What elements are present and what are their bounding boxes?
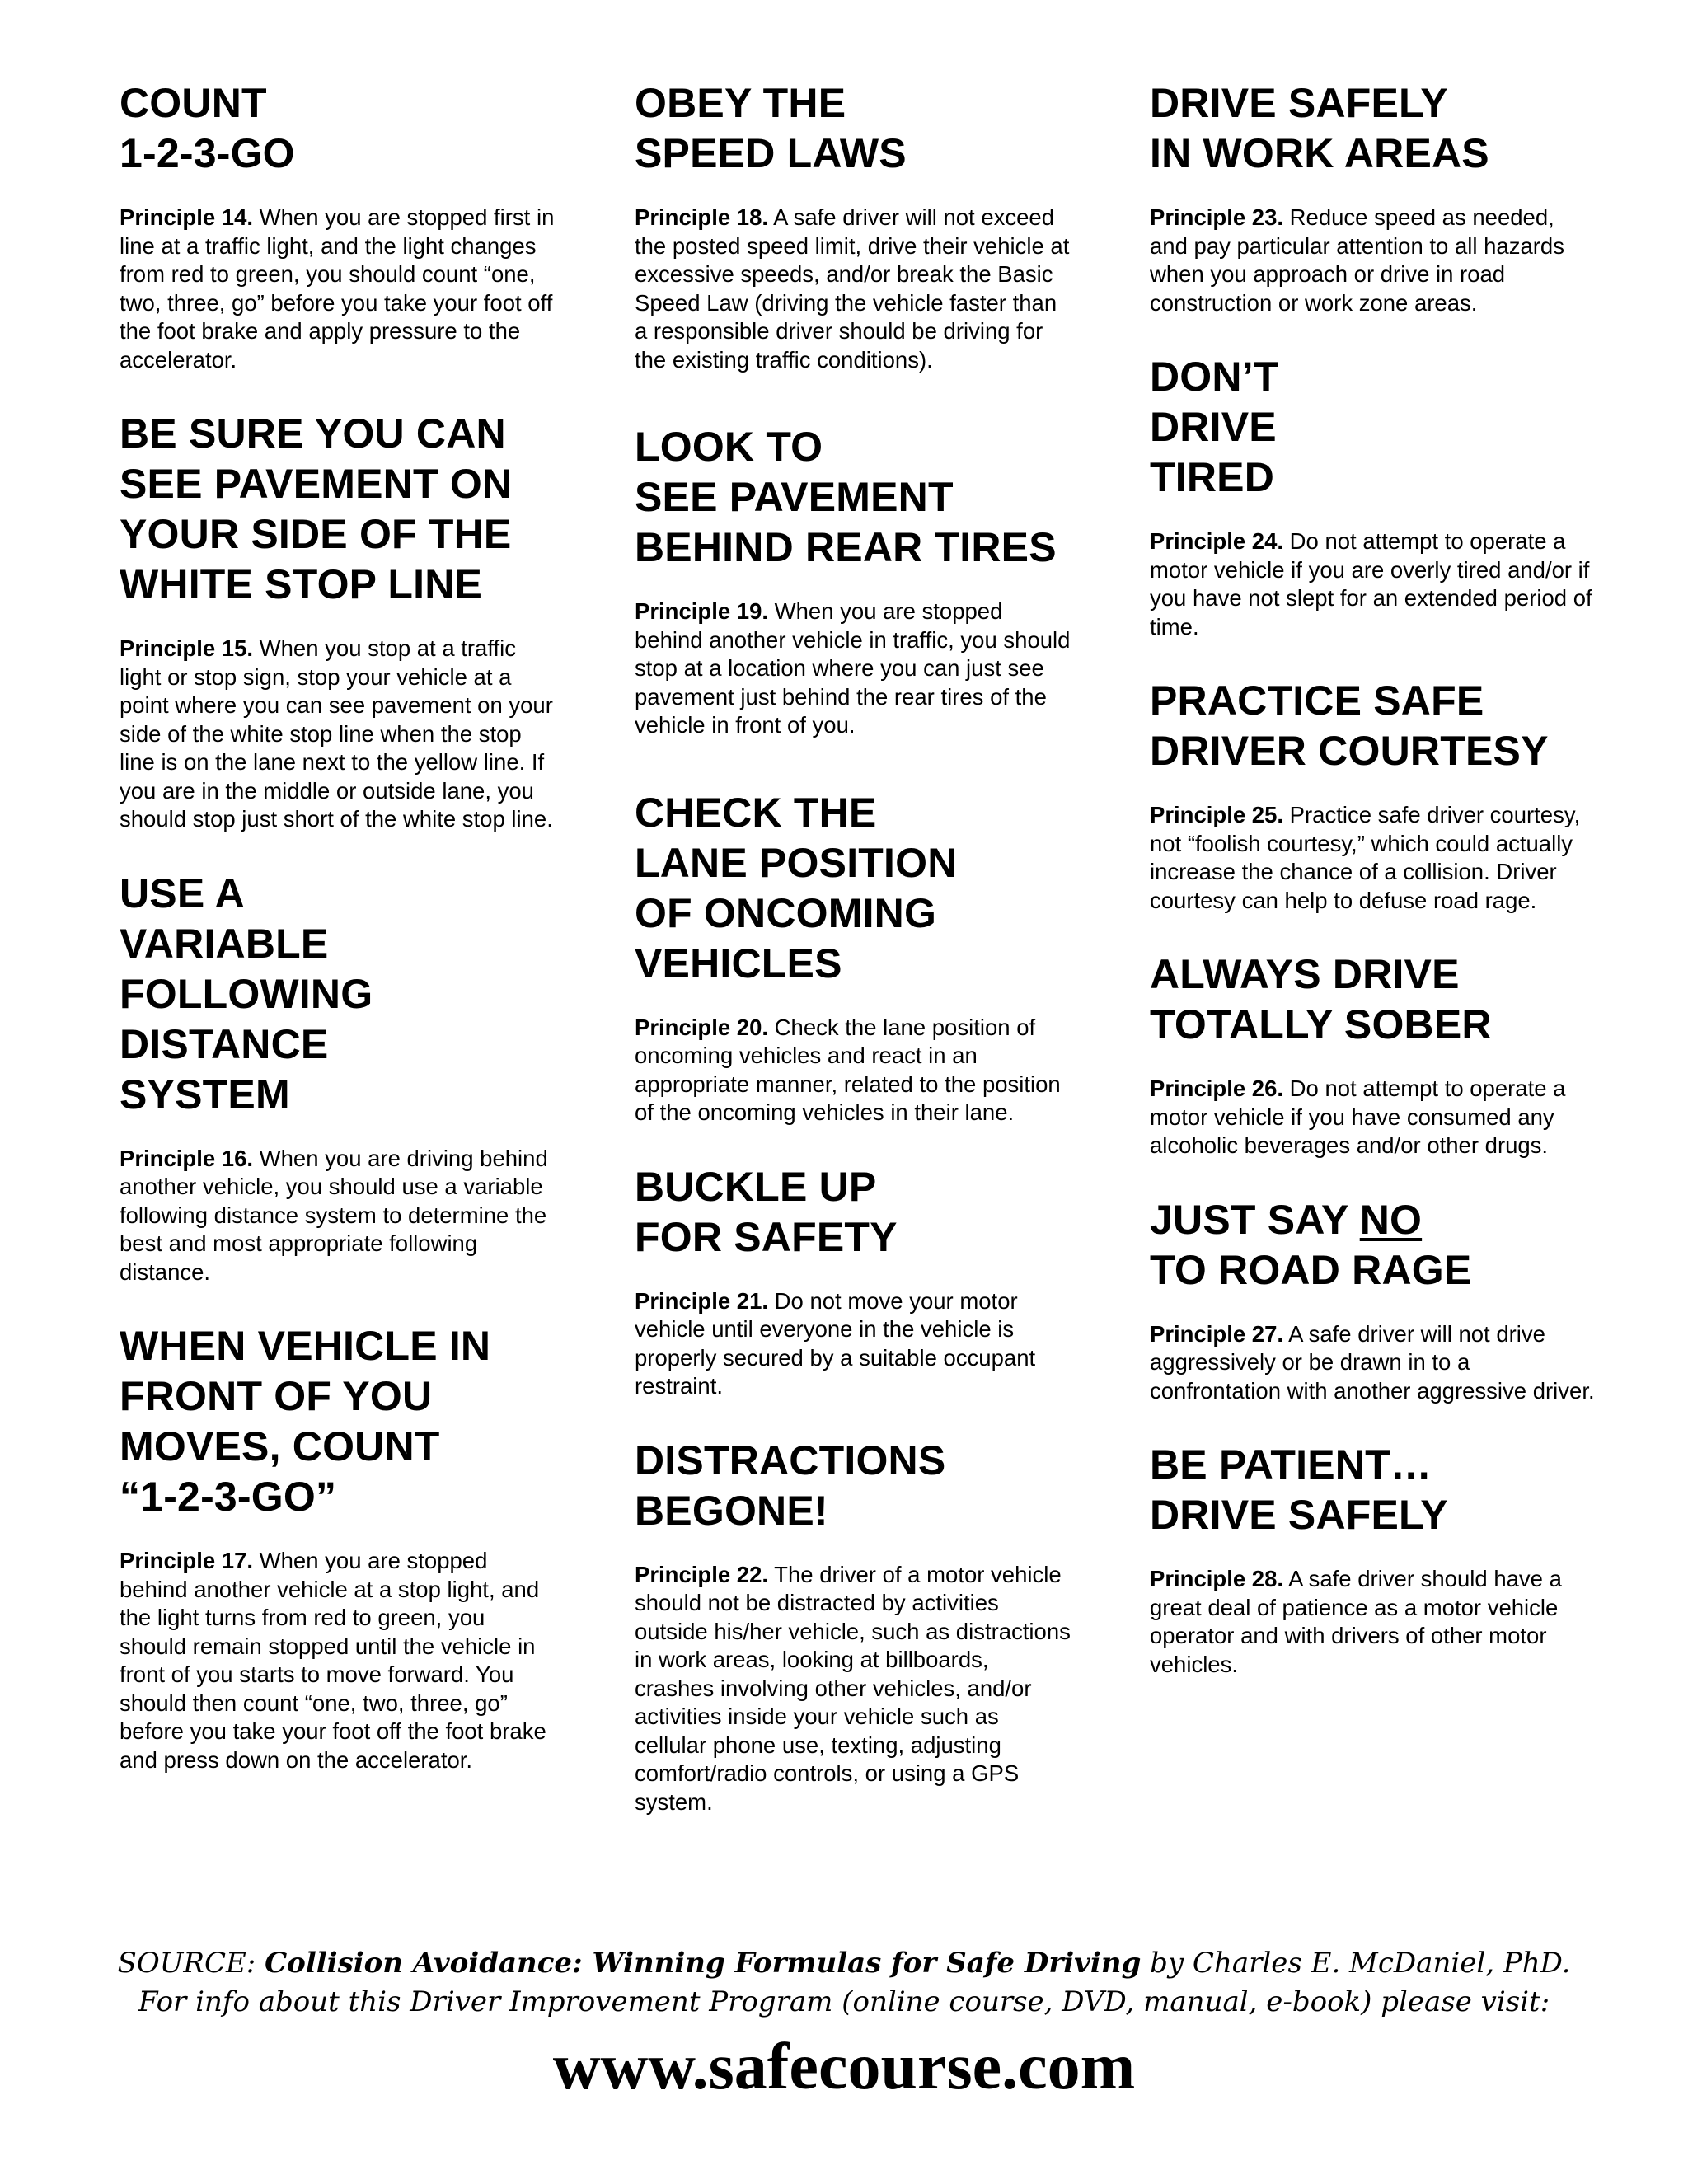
source-prefix: SOURCE:	[117, 1947, 265, 1980]
principle-body: When you stop at a traffic light or stop sign, stop your vehicle at a point where you can see pavement on your side of the white stop line when the stop line is on the lane next to the yellow line. If you are in the middle or outside lane, you should stop just short of the white stop line.	[120, 635, 553, 832]
principle-label: Principle 27.	[1150, 1320, 1284, 1347]
book-title: Collision Avoidance: Winning Formulas for Safe Driving	[265, 1947, 1142, 1980]
section-heading: DRIVE SAFELY IN WORK AREAS	[1150, 80, 1489, 176]
principle-body: Reduce speed as needed, and pay particular attention to all hazards when you approach or drive in road construction or work zone areas.	[1150, 204, 1564, 316]
principle-body: When you are stopped behind another vehicle at a stop light, and the light turns from red to green, you should remain stopped until the vehicle in front of you starts to move forward. You should then count “one, two, three, go” before you take your foot off the foot brake and press down on the accelerator.	[120, 1548, 546, 1773]
source-citation	[0, 1945, 1688, 1981]
principle-text	[1150, 1320, 1595, 1406]
principle-text	[1150, 1565, 1595, 1679]
principle-21-section	[635, 1162, 1071, 1401]
section-heading: CHECK THE LANE POSITION OF ONCOMING VEHICLES	[635, 789, 958, 987]
principle-label: Principle 25.	[1150, 802, 1284, 827]
principle-label: Principle 18.	[635, 204, 769, 230]
principle-text	[635, 598, 1071, 740]
column-2	[635, 78, 1071, 1816]
principle-body: When you are stopped first in line at a traffic light, and the light changes from red to green, you should count “one, two, three, go” before you take your foot off the foot brake and apply pressure to the accelerator.	[120, 204, 555, 373]
column-3	[1150, 78, 1595, 1679]
principle-body: Practice safe driver courtesy, not “foolish courtesy,” which could actually increase the chance of a collision. Driver courtesy can help to defuse road rage.	[1150, 802, 1581, 913]
principle-label: Principle 22.	[635, 1561, 769, 1587]
principle-24-section	[1150, 352, 1595, 641]
principle-text	[1150, 801, 1595, 915]
principle-16-section	[120, 869, 556, 1287]
section-heading: USE A VARIABLE FOLLOWING DISTANCE SYSTEM	[120, 869, 373, 1118]
principle-26-section	[1150, 949, 1595, 1160]
principle-label: Principle 17.	[120, 1548, 254, 1573]
principle-17-section	[120, 1321, 556, 1774]
principle-label: Principle 20.	[635, 1014, 769, 1040]
principle-text	[1150, 527, 1595, 641]
principle-body: Do not move your motor vehicle until everyone in the vehicle is properly secured by a suitable occupant restraint.	[635, 1287, 1036, 1399]
principle-body: A safe driver will not exceed the posted speed limit, drive their vehicle at excessive speeds, and/or break the Basic Speed Law (driving the vehicle faster than a responsible driver should be driving for the existing traffic conditions).	[635, 204, 1070, 373]
principle-text	[635, 204, 1071, 374]
section-heading: BE PATIENT… DRIVE SAFELY	[1150, 1441, 1448, 1538]
principle-body: A safe driver will not drive aggressively or be drawn in to a confrontation with another aggressive driver.	[1150, 1320, 1595, 1404]
principle-body: When you are driving behind another vehicle, you should use a variable following distance system to determine the best and most appropriate following distance.	[120, 1145, 548, 1285]
heading-part: JUST SAY	[1150, 1196, 1360, 1243]
section-heading: COUNT 1-2-3-GO	[120, 80, 295, 176]
principle-text	[635, 1014, 1071, 1127]
principle-label: Principle 15.	[120, 635, 254, 661]
section-heading: LOOK TO SEE PAVEMENT BEHIND REAR TIRES	[635, 424, 1057, 570]
principle-label: Principle 19.	[635, 598, 769, 624]
section-heading: PRACTICE SAFE DRIVER COURTESY	[1150, 677, 1549, 774]
principle-text	[120, 204, 556, 374]
principle-28-section	[1150, 1440, 1595, 1679]
principle-label: Principle 23.	[1150, 204, 1284, 230]
principle-body: Do not attempt to operate a motor vehicle if you have consumed any alcoholic beverages and/or other drugs.	[1150, 1076, 1566, 1158]
principle-label: Principle 28.	[1150, 1566, 1284, 1591]
principle-label: Principle 14.	[120, 204, 254, 230]
principle-15-section	[120, 409, 556, 834]
principle-label: Principle 16.	[120, 1145, 254, 1171]
principle-label: Principle 21.	[635, 1287, 769, 1314]
heading-part: TO ROAD RAGE	[1150, 1246, 1472, 1293]
heading-emphasis-no: NO	[1359, 1196, 1423, 1243]
principle-body: When you are stopped behind another vehicle in traffic, you should stop at a location where you can just see pavement just behind the rear tires of the vehicle in front of you.	[635, 598, 1071, 738]
section-heading: DON’T DRIVE TIRED	[1150, 354, 1279, 500]
column-1	[120, 78, 556, 1774]
section-heading	[1150, 1195, 1595, 1296]
principle-body: The driver of a motor vehicle should not be distracted by activities outside his/her vehicle, such as distractions in work areas, looking at billboards, crashes involving other vehicles, and/or activities inside your vehicle such as cellular phone use, texting, adjusting comfort/radio controls, or using a GPS system.	[635, 1561, 1071, 1815]
principle-body: Check the lane position of oncoming vehicles and react in an appropriate manner, related to the position of the oncoming vehicles in their lane.	[635, 1014, 1061, 1125]
principle-27-section	[1150, 1195, 1595, 1406]
principle-text	[635, 1561, 1071, 1817]
principle-25-section	[1150, 676, 1595, 915]
principle-14-section	[120, 78, 556, 374]
principle-20-section	[635, 788, 1071, 1127]
principle-23-section	[1150, 78, 1595, 317]
section-heading: OBEY THE SPEED LAWS	[635, 80, 907, 176]
info-line: For info about this Driver Improvement Program (online course, DVD, manual, e-book) please visit:	[138, 1985, 1550, 2018]
principle-19-section	[635, 422, 1071, 740]
book-author: by Charles E. McDaniel, PhD.	[1141, 1947, 1571, 1980]
principle-18-section	[635, 78, 1071, 374]
principle-body: A safe driver should have a great deal of patience as a motor vehicle operator and with drivers of other motor vehicles.	[1150, 1566, 1562, 1677]
principle-label: Principle 26.	[1150, 1076, 1284, 1101]
principle-body: Do not attempt to operate a motor vehicle if you are overly tired and/or if you have not slept for an extended period of time.	[1150, 528, 1592, 640]
section-heading: BE SURE YOU CAN SEE PAVEMENT ON YOUR SIDE OF THE WHITE STOP LINE	[120, 410, 513, 607]
section-heading: DISTRACTIONS BEGONE!	[635, 1436, 946, 1534]
principle-text	[635, 1287, 1071, 1401]
principle-text	[120, 635, 556, 834]
principle-label: Principle 24.	[1150, 528, 1284, 554]
section-heading: WHEN VEHICLE IN FRONT OF YOU MOVES, COUNT “1-2-3-GO”	[120, 1323, 491, 1520]
principle-text	[1150, 1075, 1595, 1160]
principle-text	[120, 1145, 556, 1287]
section-heading: BUCKLE UP FOR SAFETY	[635, 1163, 898, 1260]
principle-text	[1150, 204, 1595, 317]
principle-22-section	[635, 1436, 1071, 1817]
website-url[interactable]: www.safecourse.com	[552, 2031, 1136, 2103]
section-heading: ALWAYS DRIVE TOTALLY SOBER	[1150, 951, 1492, 1047]
principle-text	[120, 1547, 556, 1774]
